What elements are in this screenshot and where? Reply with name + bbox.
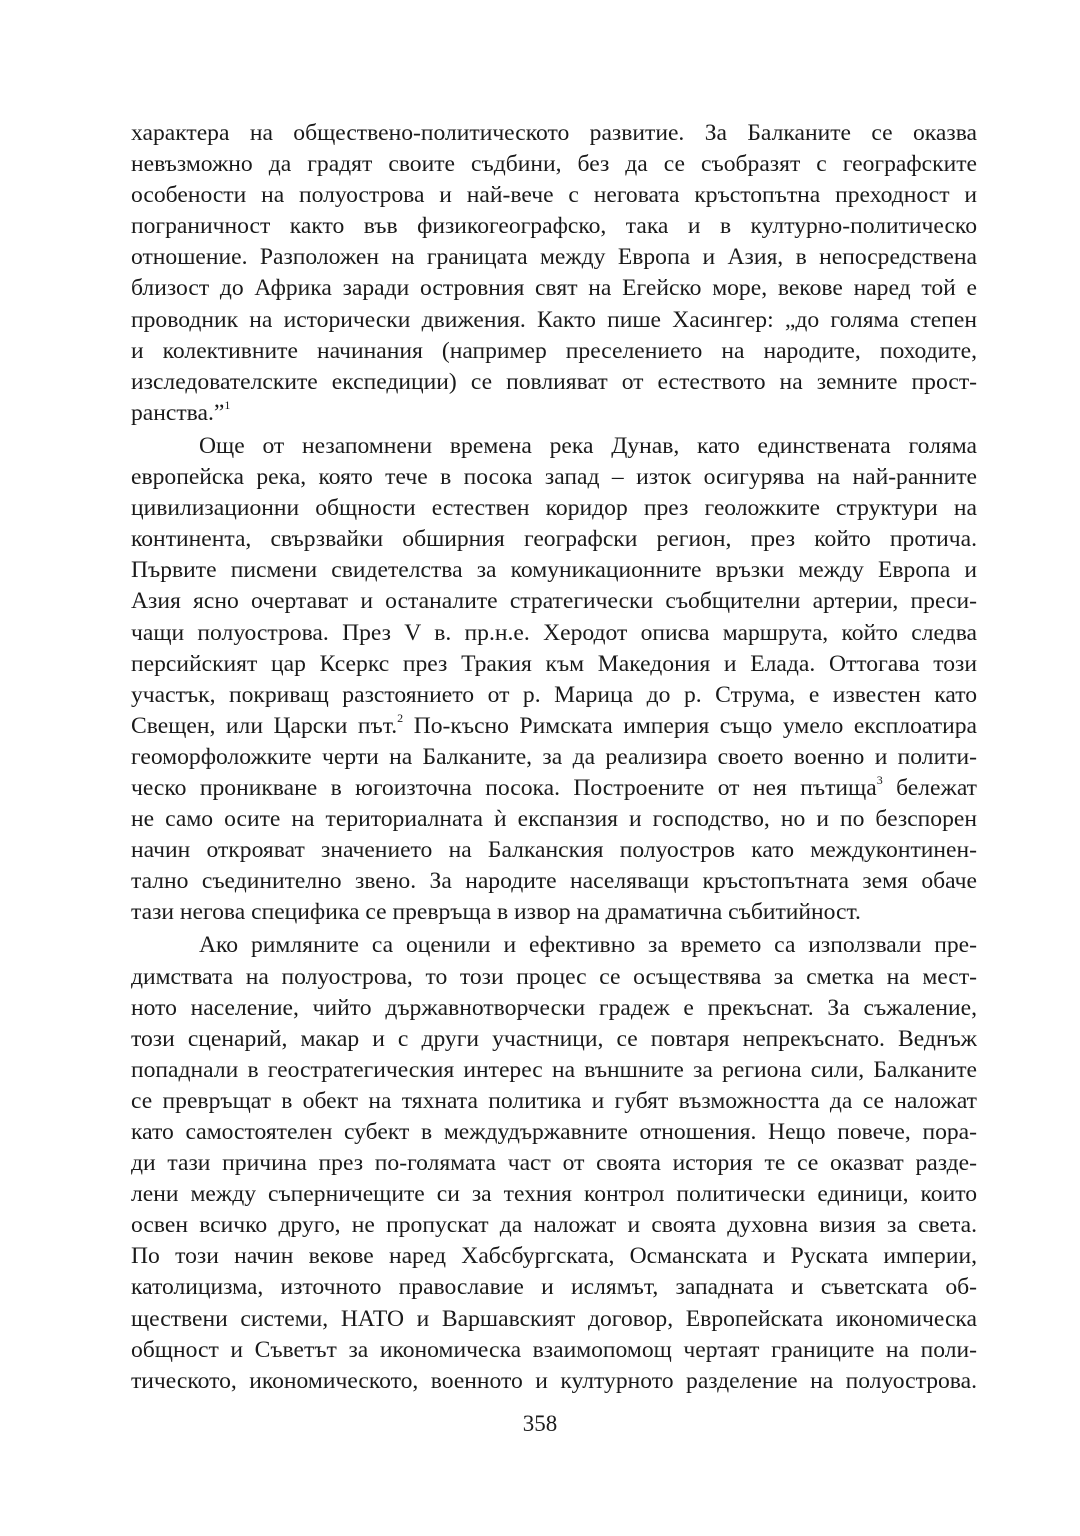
text-line: цивилизационни общности естествен коридор през геоложките структури на xyxy=(131,495,977,522)
text-line: особености на полуострова и най-вече с неговата кръстопътна преходност и xyxy=(131,182,977,209)
text-line: По този начин векове наред Хабсбургската, Османската и Руската империи, xyxy=(131,1243,977,1270)
text-line: участък, покриващ разстоянието от р. Марица до р. Струма, е известен като xyxy=(131,681,977,708)
footnote-ref-1: 1 xyxy=(224,397,231,412)
text-line: изследователските експедиции) се повлияват от естеството на земните прост- xyxy=(131,368,977,395)
page-number: 358 xyxy=(522,1411,558,1436)
footnote-ref-3: 3 xyxy=(876,773,883,788)
text-line: като самостоятелен субект в междудържавните отношения. Нещо повече, пора- xyxy=(131,1119,977,1145)
text-line: ното население, чийто държавнотворчески градеж е прекъснат. За съжаление, xyxy=(131,994,977,1021)
text-line: близост до Африка заради островния свят на Егейско море, векове наред той е xyxy=(131,275,977,302)
text-line: персийският цар Ксеркс през Тракия към Македония и Елада. Оттогава този xyxy=(131,650,977,677)
text-line: освен всичко друго, не пропускат да наложат и своята духовна визия за света. xyxy=(131,1212,977,1239)
text-segment: бележат xyxy=(882,774,977,801)
text-line: ществени системи, НАТО и Варшавският договор, Европейската икономическа xyxy=(131,1305,977,1332)
text-line: начин открояват значението на Балканския полуостров като междуконтинен- xyxy=(131,837,977,864)
text-line xyxy=(131,398,977,429)
text-segment: ческо проникване в югоизточна посока. Построените от нея пътища xyxy=(131,774,877,801)
text-line xyxy=(131,773,977,804)
footnote-ref-2: 2 xyxy=(397,710,404,725)
text-line: геоморфоложките черти на Балканите, за да реализира своето военно и полити- xyxy=(131,743,977,770)
text-line: се превръщат в обект на тяхната политика и губят възможността да се наложат xyxy=(131,1087,977,1114)
document-body xyxy=(131,118,977,1397)
paragraph-1 xyxy=(131,118,977,429)
text-line: тическото, икономическото, военното и културното разделение на полуострова. xyxy=(131,1367,977,1394)
paragraph-3 xyxy=(131,930,977,1396)
text-line: тално съединително звено. За народите населяващи кръстопътната земя обаче xyxy=(131,868,977,895)
text-line: не само осите на териториалната ѝ експанзия и господство, но и по безспорен xyxy=(131,806,977,833)
text-segment: По-късно Римската империя също умело експлоатира xyxy=(403,712,977,739)
text-line: Азия ясно очертават и останалите стратегически съобщителни артерии, преси- xyxy=(131,588,977,615)
text-line: димствата на полуострова, то този процес се осъществява за сметка на мест- xyxy=(131,963,977,990)
text-line: лени между съперничещите си за техния контрол политически единици, които xyxy=(131,1181,977,1208)
text-line: тази негова специфика се превръща в извор на драматична събитийност. xyxy=(131,899,861,926)
text-line: пограничност както във физикогеографско, така и в културно-политическо xyxy=(131,213,977,240)
text-line: характера на обществено-политическото развитие. За Балканите се оказва xyxy=(131,120,977,146)
text-line: Още от незапомнени времена река Дунав, като единствената голяма xyxy=(199,432,977,459)
text-line: и колективните начинания (например преселението на народите, походите, xyxy=(131,337,977,364)
paragraph-2 xyxy=(131,431,977,929)
text-line xyxy=(131,711,977,742)
text-line: европейска река, която тече в посока запад – изток осигурява на най-ранните xyxy=(131,464,977,491)
text-line: общност и Съветът за икономическа взаимопомощ чертаят границите на поли- xyxy=(131,1336,977,1363)
text-line: попаднали в геостратегическия интерес на външните за региона сили, Балканите xyxy=(131,1056,977,1083)
text-line: отношение. Разположен на границата между Европа и Азия, в непосредствена xyxy=(131,244,977,271)
text-line: ди тази причина през по-голямата част от своята история те се оказват разде- xyxy=(131,1150,977,1177)
text-line: проводник на исторически движения. Както пише Хасингер: „до голяма степен xyxy=(131,306,977,333)
text-line: този сценарий, макар и с други участници, се повтаря непрекъснато. Веднъж xyxy=(131,1025,977,1052)
text-line: невъзможно да градят своите съдбини, без да се съобразят с географските xyxy=(131,151,977,178)
text-segment: Свещен, или Царски път. xyxy=(131,712,398,739)
text-segment: ранства.” xyxy=(131,399,225,426)
text-line: континента, свързвайки обширния географски регион, през който протича. xyxy=(131,526,977,553)
text-line: Първите писмени свидетелства за комуникационните връзки между Европа и xyxy=(131,557,977,584)
text-line: католицизма, източното православие и ислямът, западната и съветската об- xyxy=(131,1274,977,1301)
text-line: Ако римляните са оценили и ефективно за времето са използвали пре- xyxy=(199,932,977,959)
text-line: чащи полуострова. През V в. пр.н.е. Херодот описва маршрута, който следва xyxy=(131,619,977,646)
